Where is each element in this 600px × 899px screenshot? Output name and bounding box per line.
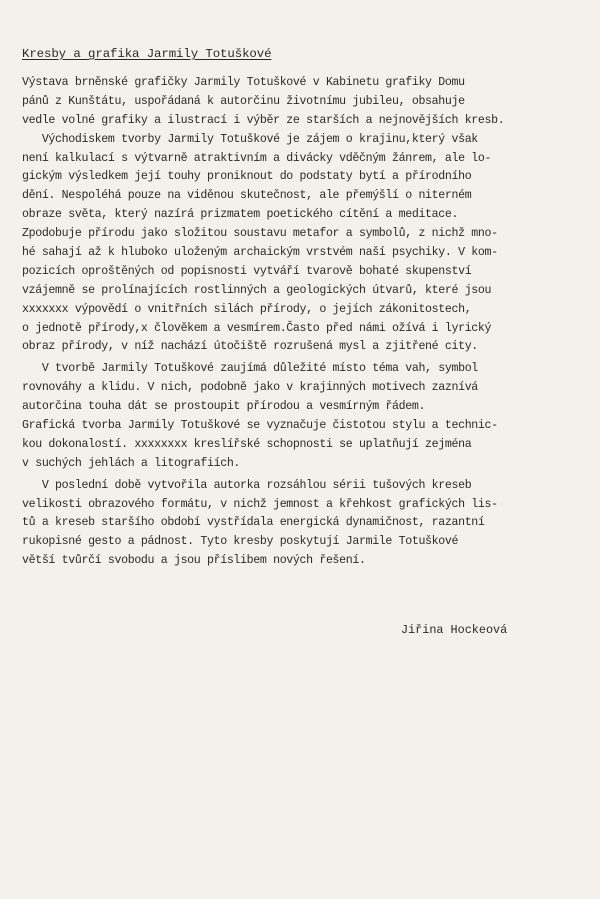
text-line: rovnováhy a klidu. V nich, podobně jako v krajinných motivech zaznívá [22,381,478,395]
text-line: pánů z Kunštátu, uspořádaná k autorčinu životnímu jubileu, obsahuje [22,94,465,108]
text-line: dění. Nespoléhá pouze na viděnou skutečnost, ale přemýšlí o niterném [22,189,472,203]
text-line: obraze světa, který nazírá prizmatem poetického cítění a meditace. [22,208,459,222]
text-line: V poslední době vytvořila autorka rozsáhlou sérii tušových kreseb [22,478,472,492]
text-line: Východiskem tvorby Jarmily Totuškové je zájem o krajinu,který však [22,132,478,146]
text-line: pozicích oproštěných od popisnosti vytváří tvarově bohaté skupenství [22,264,472,278]
text-line: Výstava brněnské grafičky Jarmily Totuškové v Kabinetu grafiky Domu [22,76,465,89]
text-line: Zpodobuje přírodu jako složitou soustavu metafor a symbolů, z nichž mno- [22,227,498,241]
paragraph [22,74,597,357]
text-line: hé sahají až k hluboko uloženým archaickým vrstvém naší psychiky. V kom- [22,246,498,260]
text-line: vzájemně se prolínajících rostlinných a geologických útvarů, které jsou [22,283,492,297]
text-line: o jednotě přírody,x člověkem a vesmírem.Často před námi ožívá i lyrický [22,321,492,335]
text-line: větší tvůrčí svobodu a jsou příslibem nových řešení. [22,554,366,568]
text-line: gickým výsledkem její touhy proniknout do podstaty bytí a přírodního [22,170,472,184]
text-line: xxxxxxx výpovědí o vnitřních silách přírody, o jejích zákonitostech, [22,302,472,316]
paragraph [22,360,597,473]
document-title: Kresby a grafika Jarmily Totuškové [22,47,272,61]
text-line: tů a kreseb staršího období vystřídala energická dynamičnost, razantní [22,516,485,530]
text-line: vedle volné grafiky a ilustrací i výběr ze starších a nejnovějších kresb. [22,113,505,127]
text-line: obraz přírody, v níž nachází útočiště rozrušená mysl a zjitřené city. [22,340,478,354]
author-signature: Jiřina Hockeová [401,623,508,637]
text-line: velikosti obrazového formátu, v nichž jemnost a křehkost grafických lis- [22,497,498,511]
text-line: V tvorbě Jarmily Totuškové zaujímá důležité místo téma vah, symbol [22,362,478,376]
document-body [22,74,597,571]
text-line: v suchých jehlách a litografiích. [22,456,241,470]
text-line: Grafická tvorba Jarmily Totuškové se vyznačuje čistotou stylu a technic- [22,419,498,433]
paragraph [22,477,597,571]
text-line: kou dokonalostí. xxxxxxxx kreslířské schopnosti se uplatňují zejména [22,437,472,451]
text-line: rukopisné gesto a pádnost. Tyto kresby poskytují Jarmile Totuškové [22,535,459,549]
text-line: autorčina touha dát se prostoupit přírodou a vesmírným řádem. [22,400,426,414]
text-line: není kalkulací s výtvarně atraktivním a divácky vděčným žánrem, ale lo- [22,151,492,165]
